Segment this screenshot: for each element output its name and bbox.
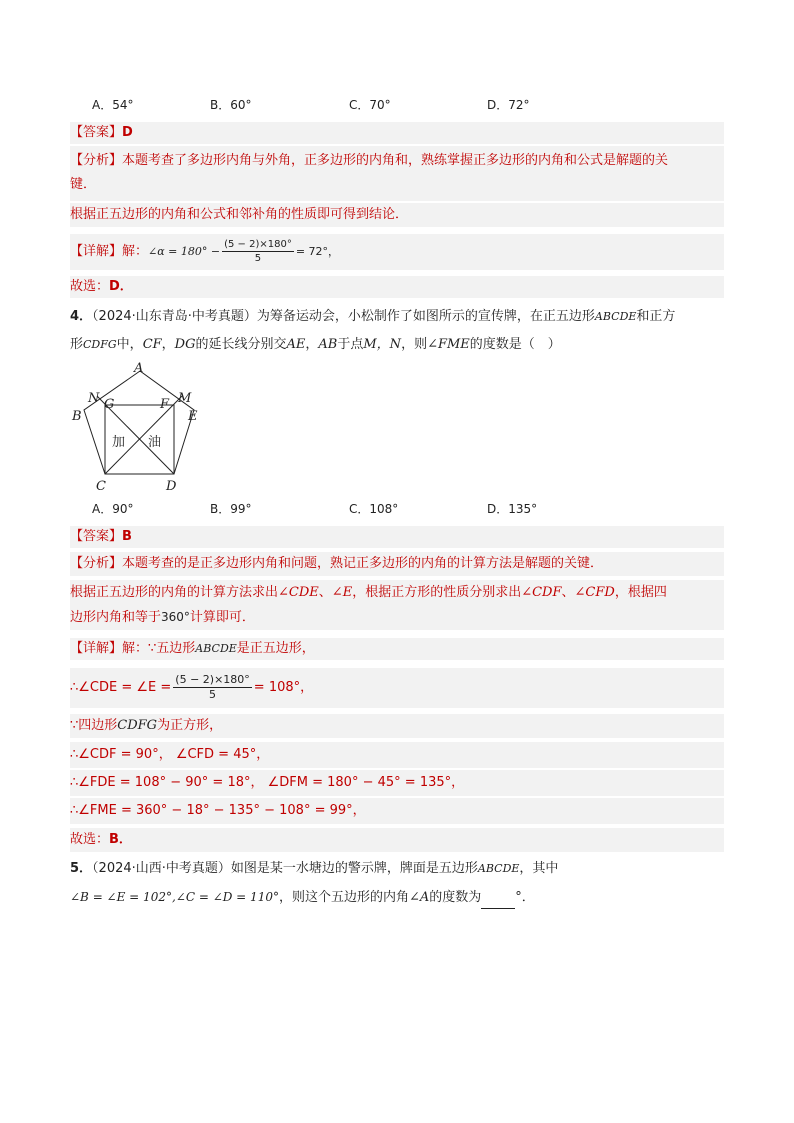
detail-formula: ∴∠CDF = 90°， ∠CFD = 45°，: [70, 747, 270, 762]
math-label: ∠CFD: [574, 585, 615, 600]
analysis-text: 键．: [70, 177, 97, 192]
q4-detail-line5: [70, 770, 724, 796]
option-text: 72°: [508, 98, 530, 112]
analysis-text: 根据正五边形的内角的计算方法求出: [70, 585, 279, 600]
label-f: F: [160, 397, 170, 412]
analysis-text: 边形内角和等于: [70, 610, 162, 625]
stem-text: ，: [305, 337, 319, 352]
stem-text: °．: [515, 890, 535, 905]
q3-answer-row: [70, 122, 724, 144]
q5-stem-line2: [70, 886, 724, 909]
detail-text: ∵四边形: [70, 718, 118, 733]
math-label: ABCDE: [477, 862, 520, 875]
label-n: N: [88, 391, 100, 406]
fraction-numerator: (5 − 2)×180°: [224, 239, 292, 250]
answer-blank[interactable]: [481, 895, 515, 909]
fraction-denominator: 5: [209, 688, 217, 701]
math-formula: ∠B = ∠E = 102°,∠C = ∠D = 110°: [70, 890, 279, 904]
pentagon-abcde: [84, 371, 194, 474]
analysis-label: 【分析】: [70, 556, 123, 571]
detail-formula: ∴∠FDE = 108° − 90° = 18°， ∠DFM = 180° − 45° = 135°，: [70, 775, 465, 790]
choose-label: 故选：: [70, 279, 110, 294]
analysis-text: 计算即可．: [189, 610, 255, 625]
detail-text: 解：∵五边形: [122, 641, 196, 656]
q4-stem-line2: [70, 334, 724, 356]
option-text: 60°: [230, 98, 252, 112]
detail-text: 是正五边形，: [236, 641, 315, 656]
stem-text: ，其中: [519, 861, 559, 876]
choose-answer: D．: [109, 279, 133, 294]
q4-detail-line6: [70, 798, 724, 824]
analysis-text: 本题考查的是正多边形内角和问题，熟记正多边形的内角的计算方法是解题的关键．: [122, 556, 604, 571]
math-label: ∠E: [331, 585, 353, 600]
question-source: （2024·山西·中考真题）: [92, 861, 231, 876]
math-label: ∠A: [408, 890, 430, 905]
answer-value: B: [122, 529, 132, 544]
analysis-text: 本题考查了多边形内角与外角，正多边形的内角和，熟练掌握正多边形的内角和公式是解题的关: [122, 153, 669, 168]
formula-right: = 72°，: [295, 245, 340, 258]
label-a: A: [134, 361, 144, 376]
label-b: B: [72, 409, 82, 424]
q4-choose: [70, 828, 724, 852]
stem-text: ，: [161, 337, 175, 352]
question-source: （2024·山东青岛·中考真题）: [92, 309, 257, 324]
char-jia: 加: [112, 435, 126, 450]
stem-text: 的延长线分别交: [195, 337, 287, 352]
q4-answer-row: [70, 526, 724, 548]
math-label: AB: [318, 337, 338, 352]
analysis-text: 根据正五边形的内角和公式和邻补角的性质即可得到结论．: [70, 207, 409, 222]
math-label: CDFG: [117, 718, 158, 733]
option-letter: D．: [487, 502, 509, 516]
detail-prefix: 解：: [122, 244, 149, 259]
q3-option-a[interactable]: [92, 96, 134, 113]
q4-detail-line2: [70, 668, 724, 708]
q4-analysis-more: [70, 580, 724, 630]
question-number: 5．: [70, 861, 93, 876]
math-label: ∠FME: [427, 337, 470, 352]
q4-detail-line3: [70, 714, 724, 738]
math-label: M，N: [363, 337, 402, 352]
q3-detail: [70, 234, 724, 270]
option-text: 90°: [112, 502, 134, 516]
analysis-label: 【分析】: [70, 153, 123, 168]
detail-formula: ∴∠FME = 360° − 18° − 135° − 108° = 99°，: [70, 803, 366, 818]
q4-detail-line1: [70, 638, 724, 660]
math-label: DG: [174, 337, 196, 352]
char-you: 油: [148, 435, 162, 450]
math-value: 360°: [161, 610, 190, 624]
q4-detail-line4: [70, 742, 724, 768]
option-letter: C．: [349, 98, 370, 112]
math-label: AE: [286, 337, 306, 352]
stem-text: 中，: [116, 337, 143, 352]
analysis-text: 、: [318, 585, 332, 600]
option-letter: B．: [210, 98, 231, 112]
q4-analysis: [70, 552, 724, 576]
option-letter: C．: [349, 502, 370, 516]
q4-option-b[interactable]: [210, 500, 252, 517]
stem-text: 如图是某一水塘边的警示牌，牌面是五边形: [230, 861, 478, 876]
formula-left: ∠α = 180° −: [148, 245, 221, 258]
q4-option-d[interactable]: [487, 500, 537, 517]
detail-formula: ∴∠CDE = ∠E =: [70, 680, 172, 695]
detail-formula: = 108°，: [253, 680, 314, 695]
label-e: E: [188, 409, 198, 424]
label-m: M: [178, 391, 192, 406]
q4-stem-line1: [70, 306, 724, 328]
answer-value: D: [122, 125, 133, 140]
question-number: 4．: [70, 309, 93, 324]
label-g: G: [104, 397, 115, 412]
analysis-text: ，根据四: [614, 585, 667, 600]
stem-text: 形: [70, 337, 84, 352]
option-letter: A．: [92, 502, 113, 516]
math-label: ABCDE: [195, 642, 237, 655]
math-label: ABCDE: [594, 310, 637, 323]
answer-label: 【答案】: [70, 529, 123, 544]
q4-option-c[interactable]: [349, 500, 398, 517]
analysis-text: ，根据正方形的性质分别求出: [352, 585, 522, 600]
option-text: 99°: [230, 502, 252, 516]
q5-stem-line1: [70, 858, 724, 880]
stem-text: 为筹备运动会，小松制作了如图所示的宣传牌，在正五边形: [256, 309, 595, 324]
detail-label: 【详解】: [70, 641, 123, 656]
option-letter: D．: [487, 98, 509, 112]
option-text: 54°: [112, 98, 134, 112]
math-label: CDFG: [83, 338, 117, 351]
q3-option-c[interactable]: [349, 96, 391, 113]
fraction: [173, 673, 252, 702]
q3-analysis: [70, 146, 724, 201]
math-label: ∠CDF: [521, 585, 562, 600]
answer-label: 【答案】: [70, 125, 123, 140]
fraction-numerator: (5 − 2)×180°: [175, 673, 250, 686]
option-text: 70°: [369, 98, 391, 112]
fraction: [222, 238, 294, 265]
stem-text: ，则: [401, 337, 428, 352]
q3-option-d[interactable]: [487, 96, 530, 113]
q3-choose: [70, 276, 724, 298]
option-text: 135°: [508, 502, 538, 516]
option-text: 108°: [369, 502, 399, 516]
label-d: D: [166, 479, 177, 494]
stem-text: 的度数为: [429, 890, 482, 905]
q4-option-a[interactable]: [92, 500, 134, 517]
option-letter: A．: [92, 98, 113, 112]
label-c: C: [96, 479, 106, 494]
math-label: ∠CDE: [278, 585, 319, 600]
stem-text: 于点: [337, 337, 364, 352]
fraction-denominator: 5: [254, 253, 262, 264]
pentagon-square-figure: [70, 360, 210, 495]
q3-analysis-line3: [70, 203, 724, 227]
stem-text: ，则这个五边形的内角: [278, 890, 409, 905]
detail-label: 【详解】: [70, 244, 123, 259]
choose-label: 故选：: [70, 832, 110, 847]
stem-text: 的度数是（ ）: [469, 337, 561, 352]
detail-text: 为正方形，: [157, 718, 223, 733]
analysis-text: 、: [561, 585, 575, 600]
option-letter: B．: [210, 502, 231, 516]
choose-answer: B．: [109, 832, 132, 847]
math-label: CF: [142, 337, 162, 352]
q3-option-b[interactable]: [210, 96, 252, 113]
stem-text: 和正方: [636, 309, 676, 324]
